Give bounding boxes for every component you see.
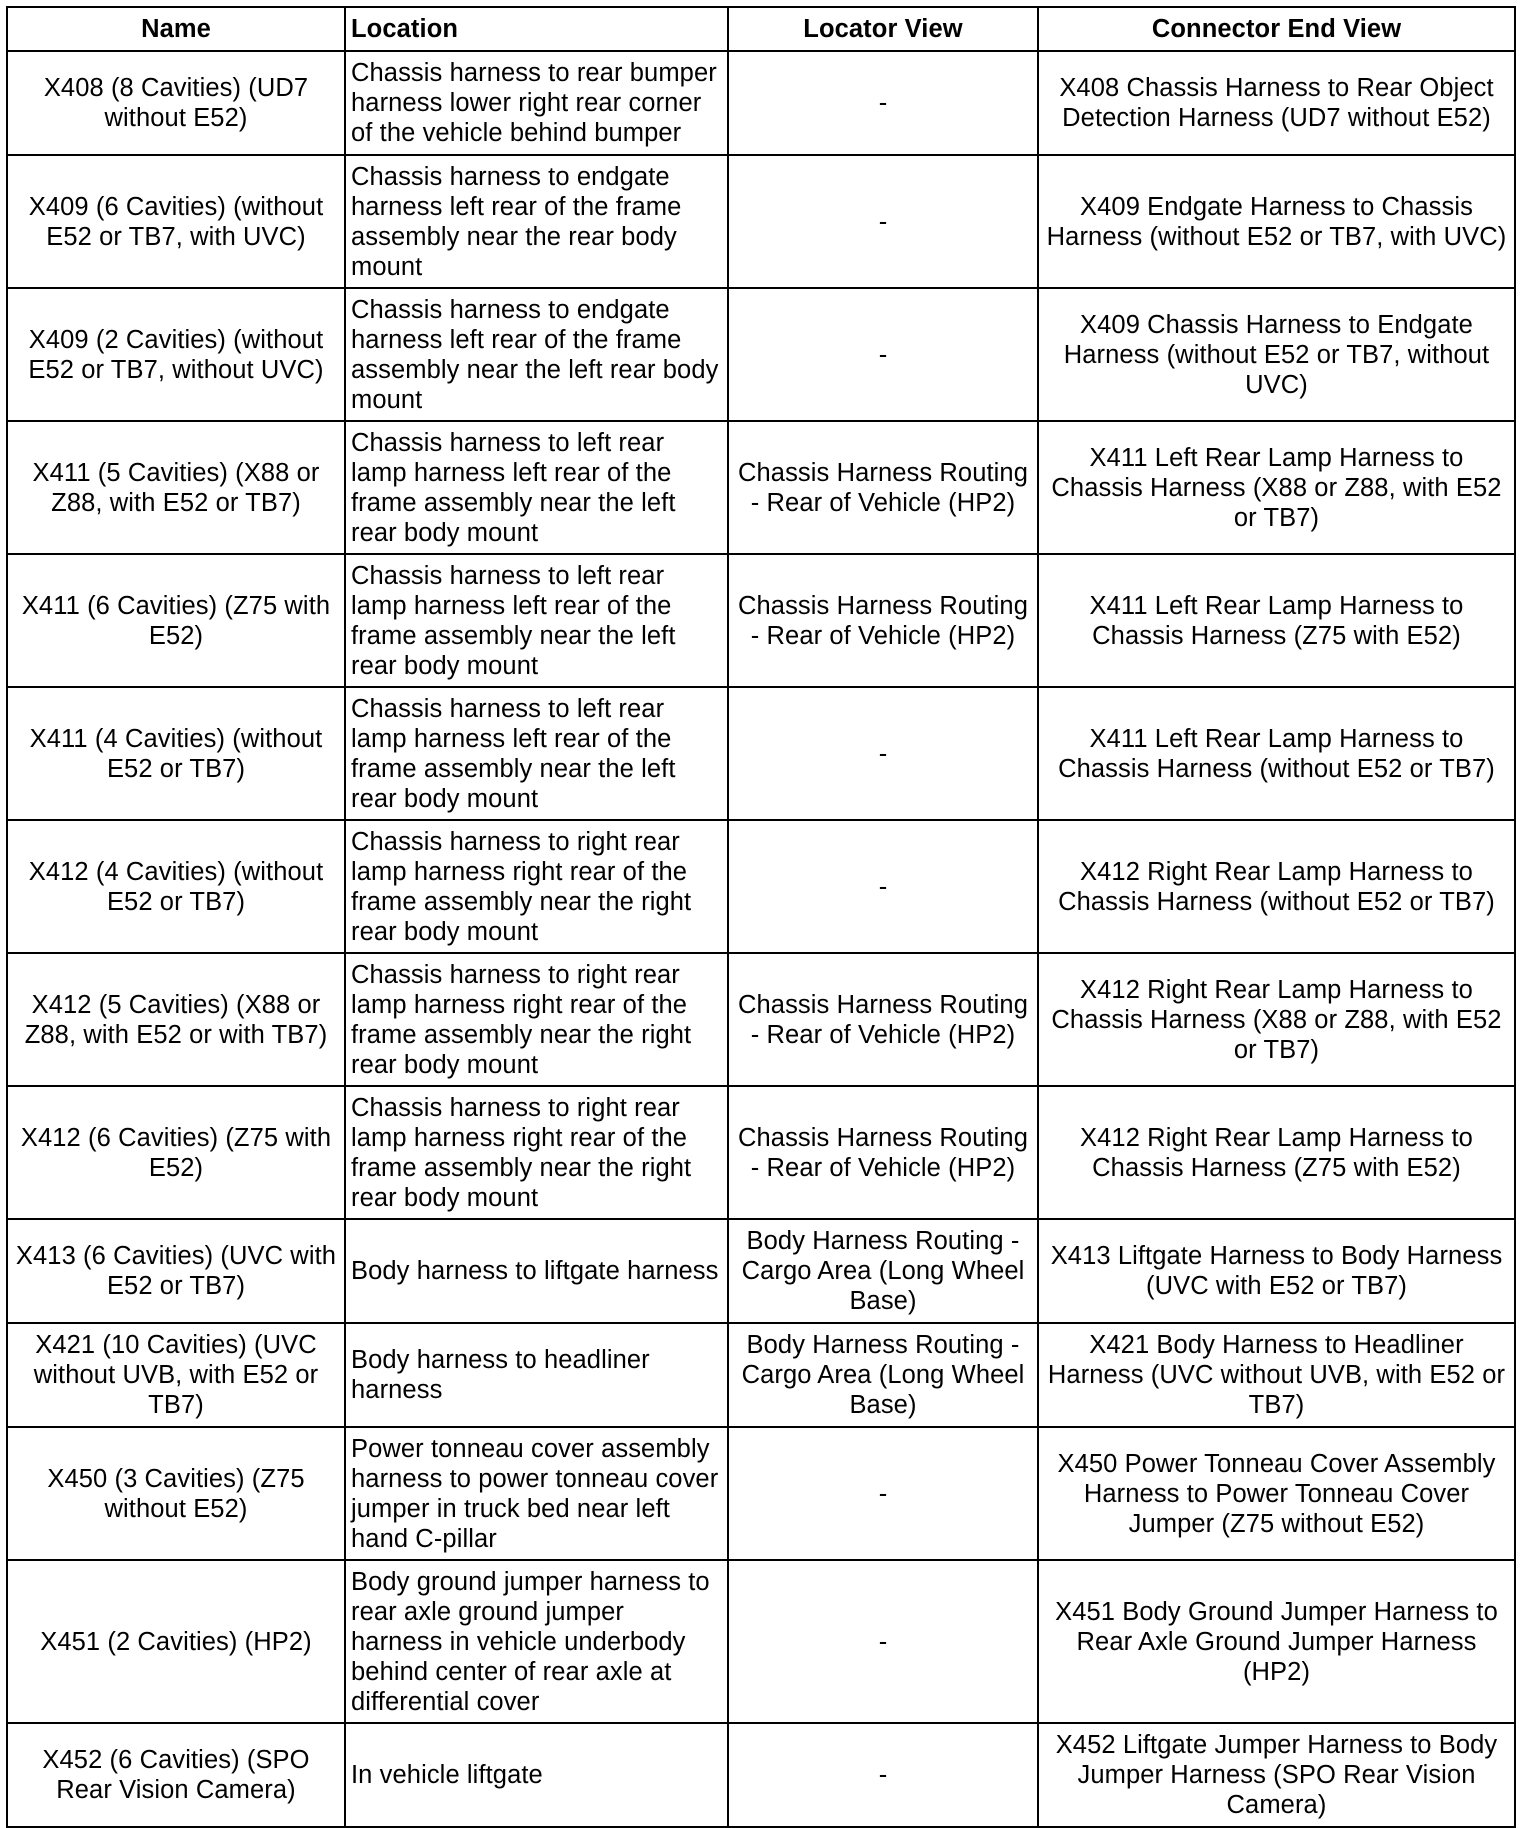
table-row — [7, 1219, 1515, 1323]
cell-locator-view: Body Harness Routing - Cargo Area (Long Wheel Base) — [728, 1323, 1038, 1427]
table-row — [7, 820, 1515, 953]
table-row — [7, 554, 1515, 687]
cell-locator-view: - — [728, 1427, 1038, 1560]
table-row — [7, 687, 1515, 820]
cell-location: Chassis harness to left rear lamp harness left rear of the frame assembly near the left rear body mount — [345, 687, 728, 820]
cell-connector-end-view: X421 Body Harness to Headliner Harness (UVC without UVB, with E52 or TB7) — [1038, 1323, 1515, 1427]
cell-name: X450 (3 Cavities) (Z75 without E52) — [7, 1427, 345, 1560]
cell-connector-end-view: X450 Power Tonneau Cover Assembly Harness to Power Tonneau Cover Jumper (Z75 without E52) — [1038, 1427, 1515, 1560]
cell-locator-view: - — [728, 155, 1038, 288]
cell-name: X413 (6 Cavities) (UVC with E52 or TB7) — [7, 1219, 345, 1323]
header-name: Name — [7, 7, 345, 51]
cell-location: Power tonneau cover assembly harness to power tonneau cover jumper in truck bed near left hand C-pillar — [345, 1427, 728, 1560]
cell-location: In vehicle liftgate — [345, 1723, 728, 1827]
table-row — [7, 51, 1515, 155]
header-connector-end-view: Connector End View — [1038, 7, 1515, 51]
cell-locator-view: Chassis Harness Routing - Rear of Vehicle (HP2) — [728, 1086, 1038, 1219]
cell-name: X412 (4 Cavities) (without E52 or TB7) — [7, 820, 345, 953]
cell-location: Body ground jumper harness to rear axle ground jumper harness in vehicle underbody behind center of rear axle at differential cover — [345, 1560, 728, 1723]
header-location: Location — [345, 7, 728, 51]
cell-name: X408 (8 Cavities) (UD7 without E52) — [7, 51, 345, 155]
cell-connector-end-view: X411 Left Rear Lamp Harness to Chassis Harness (without E52 or TB7) — [1038, 687, 1515, 820]
cell-locator-view: - — [728, 687, 1038, 820]
cell-name: X409 (2 Cavities) (without E52 or TB7, without UVC) — [7, 288, 345, 421]
cell-name: X421 (10 Cavities) (UVC without UVB, with E52 or TB7) — [7, 1323, 345, 1427]
cell-name: X412 (6 Cavities) (Z75 with E52) — [7, 1086, 345, 1219]
connector-table — [6, 6, 1516, 1828]
cell-name: X452 (6 Cavities) (SPO Rear Vision Camera) — [7, 1723, 345, 1827]
cell-connector-end-view: X409 Chassis Harness to Endgate Harness (without E52 or TB7, without UVC) — [1038, 288, 1515, 421]
cell-location: Chassis harness to left rear lamp harness left rear of the frame assembly near the left rear body mount — [345, 554, 728, 687]
table-row — [7, 1427, 1515, 1560]
cell-locator-view: Chassis Harness Routing - Rear of Vehicle (HP2) — [728, 953, 1038, 1086]
table-row — [7, 953, 1515, 1086]
cell-locator-view: Chassis Harness Routing - Rear of Vehicle (HP2) — [728, 421, 1038, 554]
cell-locator-view: - — [728, 288, 1038, 421]
table-row — [7, 1560, 1515, 1723]
cell-locator-view: Chassis Harness Routing - Rear of Vehicle (HP2) — [728, 554, 1038, 687]
header-row — [7, 7, 1515, 51]
cell-location: Body harness to headliner harness — [345, 1323, 728, 1427]
cell-locator-view: - — [728, 820, 1038, 953]
cell-connector-end-view: X412 Right Rear Lamp Harness to Chassis Harness (without E52 or TB7) — [1038, 820, 1515, 953]
cell-connector-end-view: X409 Endgate Harness to Chassis Harness (without E52 or TB7, with UVC) — [1038, 155, 1515, 288]
cell-connector-end-view: X411 Left Rear Lamp Harness to Chassis Harness (X88 or Z88, with E52 or TB7) — [1038, 421, 1515, 554]
header-locator-view: Locator View — [728, 7, 1038, 51]
cell-name: X451 (2 Cavities) (HP2) — [7, 1560, 345, 1723]
cell-connector-end-view: X413 Liftgate Harness to Body Harness (UVC with E52 or TB7) — [1038, 1219, 1515, 1323]
table-row — [7, 1323, 1515, 1427]
table-row — [7, 155, 1515, 288]
table-row — [7, 288, 1515, 421]
cell-location: Chassis harness to endgate harness left rear of the frame assembly near the rear body mount — [345, 155, 728, 288]
cell-connector-end-view: X411 Left Rear Lamp Harness to Chassis Harness (Z75 with E52) — [1038, 554, 1515, 687]
cell-name: X412 (5 Cavities) (X88 or Z88, with E52 or with TB7) — [7, 953, 345, 1086]
table-row — [7, 1086, 1515, 1219]
cell-name: X411 (6 Cavities) (Z75 with E52) — [7, 554, 345, 687]
cell-location: Body harness to liftgate harness — [345, 1219, 728, 1323]
cell-location: Chassis harness to endgate harness left rear of the frame assembly near the left rear body mount — [345, 288, 728, 421]
cell-location: Chassis harness to right rear lamp harness right rear of the frame assembly near the right rear body mount — [345, 1086, 728, 1219]
cell-connector-end-view: X412 Right Rear Lamp Harness to Chassis Harness (Z75 with E52) — [1038, 1086, 1515, 1219]
cell-connector-end-view: X451 Body Ground Jumper Harness to Rear Axle Ground Jumper Harness (HP2) — [1038, 1560, 1515, 1723]
cell-locator-view: - — [728, 51, 1038, 155]
cell-location: Chassis harness to right rear lamp harness right rear of the frame assembly near the right rear body mount — [345, 820, 728, 953]
cell-name: X411 (4 Cavities) (without E52 or TB7) — [7, 687, 345, 820]
table-row — [7, 1723, 1515, 1827]
cell-name: X411 (5 Cavities) (X88 or Z88, with E52 or TB7) — [7, 421, 345, 554]
cell-location: Chassis harness to right rear lamp harness right rear of the frame assembly near the right rear body mount — [345, 953, 728, 1086]
cell-locator-view: - — [728, 1723, 1038, 1827]
cell-locator-view: - — [728, 1560, 1038, 1723]
cell-name: X409 (6 Cavities) (without E52 or TB7, with UVC) — [7, 155, 345, 288]
table-row — [7, 421, 1515, 554]
cell-locator-view: Body Harness Routing - Cargo Area (Long Wheel Base) — [728, 1219, 1038, 1323]
cell-connector-end-view: X408 Chassis Harness to Rear Object Detection Harness (UD7 without E52) — [1038, 51, 1515, 155]
cell-connector-end-view: X412 Right Rear Lamp Harness to Chassis Harness (X88 or Z88, with E52 or TB7) — [1038, 953, 1515, 1086]
cell-location: Chassis harness to rear bumper harness lower right rear corner of the vehicle behind bumper — [345, 51, 728, 155]
cell-location: Chassis harness to left rear lamp harness left rear of the frame assembly near the left rear body mount — [345, 421, 728, 554]
cell-connector-end-view: X452 Liftgate Jumper Harness to Body Jumper Harness (SPO Rear Vision Camera) — [1038, 1723, 1515, 1827]
